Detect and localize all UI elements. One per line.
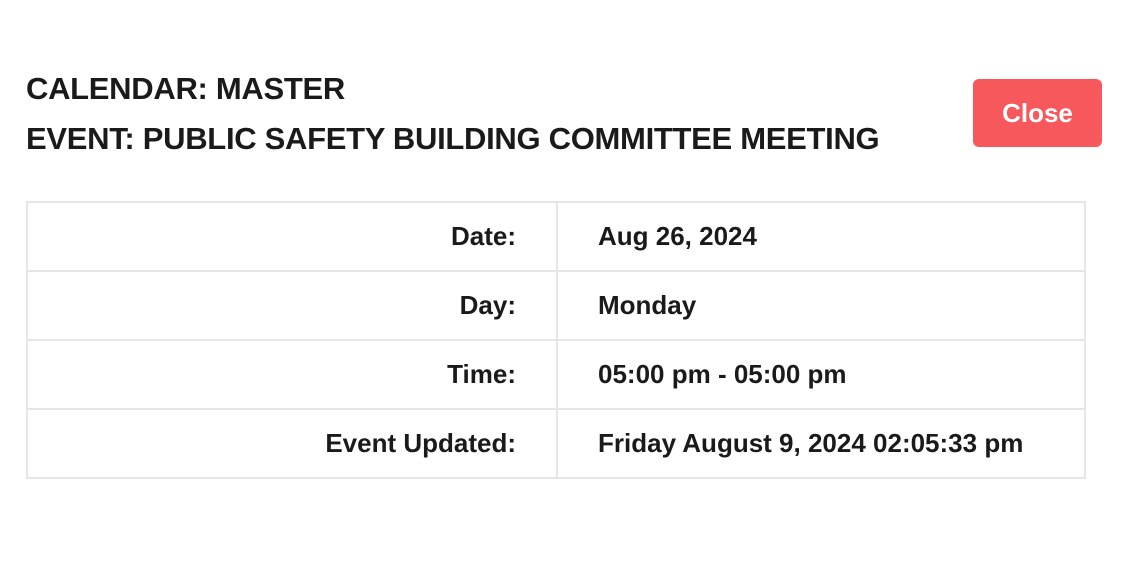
time-value: 05:00 pm - 05:00 pm: [557, 340, 1085, 409]
table-row: [27, 202, 1085, 271]
close-button[interactable]: Close: [973, 79, 1102, 147]
table-row: [27, 340, 1085, 409]
time-label: Time:: [27, 340, 557, 409]
event-title: EVENT: PUBLIC SAFETY BUILDING COMMITTEE MEETING: [26, 121, 880, 156]
event-details-table: [26, 201, 1086, 479]
calendar-title: CALENDAR: MASTER: [26, 71, 345, 106]
table-row: [27, 409, 1085, 478]
table-row: [27, 271, 1085, 340]
date-label: Date:: [27, 202, 557, 271]
event-updated-value: Friday August 9, 2024 02:05:33 pm: [557, 409, 1085, 478]
day-label: Day:: [27, 271, 557, 340]
date-value: Aug 26, 2024: [557, 202, 1085, 271]
event-header: [26, 64, 879, 164]
event-updated-label: Event Updated:: [27, 409, 557, 478]
day-value: Monday: [557, 271, 1085, 340]
